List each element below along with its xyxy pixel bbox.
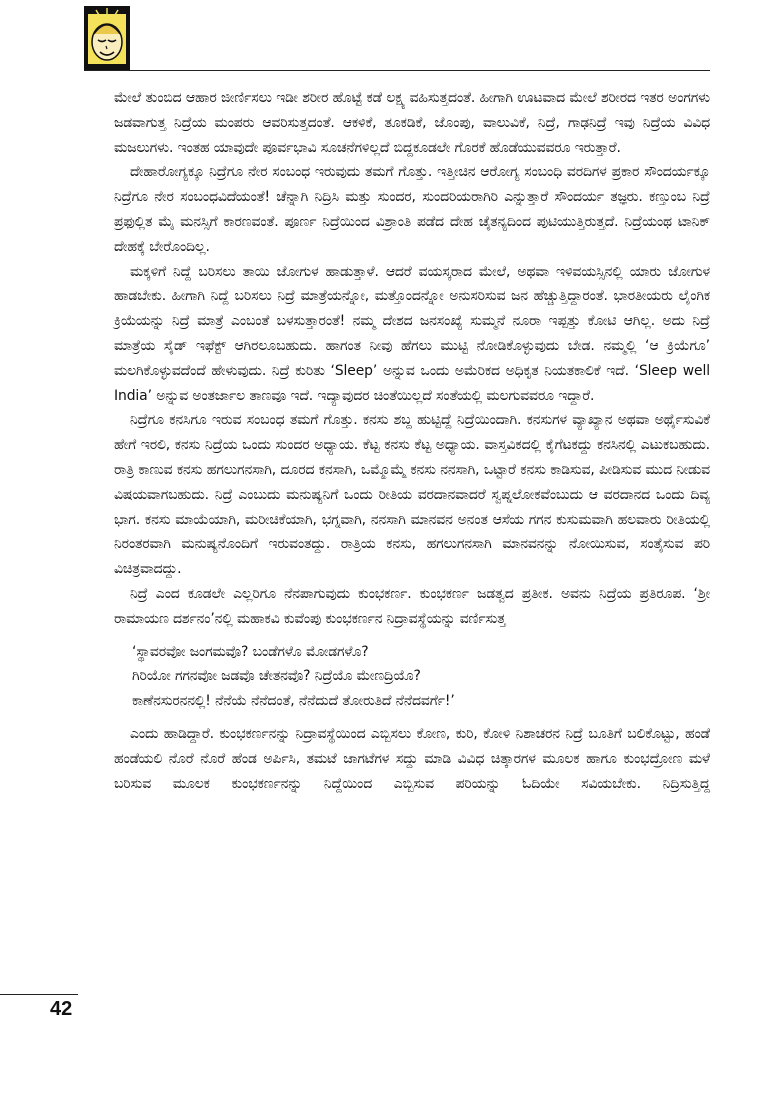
paragraph: ನಿದ್ರೆ ಎಂದ ಕೂಡಲೇ ಎಲ್ಲರಿಗೂ ನೆನಪಾಗುವುದು ಕುಂಭಕರ್ಣ. ಕುಂಭಕರ್ಣ ಜಡತ್ವದ ಪ್ರತೀಕ. ಅವನು ನಿದ್ರೆಯ ಪ್ರತಿರೂಪ. ‘ಶ್ರೀ ರಾಮಾಯಣ ದರ್ಶನಂ’ನಲ್ಲಿ ಮಹಾಕವಿ ಕುವೆಂಪು ಕುಂಭಕರ್ಣನ ನಿದ್ರಾವಸ್ಥೆಯನ್ನು ವರ್ಣಿಸುತ್ತ	[114, 585, 710, 627]
paragraph: ದೇಹಾರೋಗ್ಯಕ್ಕೂ ನಿದ್ರೆಗೂ ನೇರ ಸಂಬಂಧ ಇರುವುದು ತಮಗೆ ಗೊತ್ತು. ಇತ್ತೀಚಿನ ಆರೋಗ್ಯ ಸಂಬಂಧಿ ವರದಿಗಳ ಪ್ರಕಾರ ಸೌಂದರ್ಯಕ್ಕೂ ನಿದ್ರೆಗೂ ನೇರ ಸಂಬಂಧವಿದೆಯಂತೆ! ಚೆನ್ನಾಗಿ ನಿದ್ರಿಸಿ ಮತ್ತು ಸುಂದರ, ಸುಂದರಿಯರಾಗಿರಿ ಎನ್ನುತ್ತಾರೆ ಸೌಂದರ್ಯ ತಜ್ಞರು. ಕಣ್ತುಂಬ ನಿದ್ರೆ ಪ್ರಫುಲ್ಲಿತ ಮೈ ಮನಸ್ಸಿಗೆ ಕಾರಣವಂತೆ. ಪೂರ್ಣ ನಿದ್ರೆಯಿಂದ ವಿಶ್ರಾಂತಿ ಪಡೆದ ದೇಹ ಚೈತನ್ಯದಿಂದ ಪುಟಿಯುತ್ತಿರುತ್ತದೆ. ನಿದ್ರೆಯಂಥ ಟಾನಿಕ್ ದೇಹಕ್ಕೆ ಬೇರೊಂದಿಲ್ಲ.	[114, 164, 710, 255]
poem-line: ‘ಸ್ಥಾವರವೋ ಜಂಗಮವೊ? ಬಂಡೆಗಳೊ ಮೋಡಗಳೊ?	[132, 643, 369, 660]
poem-line: ಗಿರಿಯೋ ಗಗನವೋ ಜಡವೊ ಚೇತನವೊ? ನಿದ್ರೆಯೊ ಮೇಣದ್ರಿಯೊ?	[132, 668, 421, 685]
poem-quote	[132, 640, 710, 714]
footer-rule	[0, 994, 78, 995]
sleeping-face-logo-icon	[84, 6, 130, 70]
paragraph: ಮೇಲೆ ತುಂಬಿದ ಆಹಾರ ಜೀರ್ಣಿಸಲು ಇಡೀ ಶರೀರ ಹೊಟ್ಟೆ ಕಡೆ ಲಕ್ಷ್ಯ ವಹಿಸುತ್ತದಂತೆ. ಹೀಗಾಗಿ ಊಟವಾದ ಮೇಲೆ ಶರೀರದ ಇತರ ಅಂಗಗಳು ಜಡವಾಗುತ್ತ ನಿದ್ರೆಯ ಮಂಪರು ಆವರಿಸುತ್ತದಂತೆ. ಆಕಳಿಕೆ, ತೂಕಡಿಕೆ, ಜೊಂಪು, ವಾಲುವಿಕೆ, ನಿದ್ರೆ, ಗಾಢನಿದ್ರೆ ಇವು ನಿದ್ರೆಯ ವಿವಿಧ ಮಜಲುಗಳು. ಇಂತಹ ಯಾವುದೇ ಪೂರ್ವಭಾವಿ ಸೂಚನೆಗಳಿಲ್ಲದೆ ಬಿದ್ದಕೂಡಲೇ ಗೊರಕೆ ಹೊಡೆಯುವವರೂ ಇರುತ್ತಾರೆ.	[114, 90, 710, 156]
poem-line: ಕಾಣೆನಸುರನನಲ್ಲಿ! ನೆನೆಯೆ ನೆನೆದಂತೆ, ನೆನೆದುದೆ ತೋರುತಿದೆ ನೆನೆದವರ್ಗೆ!’	[132, 693, 455, 710]
paragraph: ನಿದ್ರೆಗೂ ಕನಸಿಗೂ ಇರುವ ಸಂಬಂಧ ತಮಗೆ ಗೊತ್ತು. ಕನಸು ಶಬ್ದ ಹುಟ್ಟಿದ್ದೆ ನಿದ್ರೆಯಿಂದಾಗಿ. ಕನಸುಗಳ ವ್ಯಾಖ್ಯಾನ ಅಥವಾ ಅರ್ಥೈಸುವಿಕೆ ಹೇಗೆ ಇರಲಿ, ಕನಸು ನಿದ್ರೆಯ ಒಂದು ಸುಂದರ ಅಧ್ಯಾಯ. ಕೆಟ್ಟ ಕನಸು ಕೆಟ್ಟ ಅಧ್ಯಾಯ. ವಾಸ್ತವಿಕದಲ್ಲಿ ಕೈಗೆಟಕದ್ದು ಕನಸಿನಲ್ಲಿ ಎಟುಕಬಹುದು. ರಾತ್ರಿ ಕಾಣುವ ಕನಸು ಹಗಲುಗನಸಾಗಿ, ದೂರದ ಕನಸಾಗಿ, ಒಮ್ಮೊಮ್ಮೆ ಕನಸು ನನಸಾಗಿ, ಒಟ್ಟಾರೆ ಕನಸು ಕಾಡಿಸುವ, ಪೀಡಿಸುವ ಮುದ ನೀಡುವ ವಿಷಯವಾಗಬಹುದು. ನಿದ್ರೆ ಎಂಬುದು ಮನುಷ್ಯನಿಗೆ ಒಂದು ರೀತಿಯ ವರದಾನವಾದರೆ ಸ್ವಪ್ನಲೋಕವೆಂಬುದು ಆ ವರದಾನದ ಒಂದು ದಿವ್ಯ ಭಾಗ. ಕನಸು ಮಾಯೆಯಾಗಿ, ಮರೀಚಿಕೆಯಾಗಿ, ಭಗ್ನವಾಗಿ, ನನಸಾಗಿ ಮಾನವನ ಅನಂತ ಆಸೆಯ ಗಗನ ಕುಸುಮವಾಗಿ ಹಲವಾರು ರೀತಿಯಲ್ಲಿ ನಿರಂತರವಾಗಿ ಮನುಷ್ಯನೊಂದಿಗೆ ಇರುವಂತದ್ದು. ರಾತ್ರಿಯ ಕನಸು, ಹಗಲುಗನಸಾಗಿ ಮಾನವನನ್ನು ನೋಯಿಸುವ, ಸಂತೈಸುವ ಪರಿ ವಿಚಿತ್ರವಾದದ್ದು.	[114, 412, 710, 578]
page-number: 42	[50, 998, 73, 1020]
paragraph: ಎಂದು ಹಾಡಿದ್ದಾರೆ. ಕುಂಭಕರ್ಣನನ್ನು ನಿದ್ರಾವಸ್ಥೆಯಿಂದ ಎಬ್ಬಿಸಲು ಕೋಣ, ಕುರಿ, ಕೋಳಿ ನಿಶಾಚರನ ನಿದ್ರೆ ಬೂತಿಗೆ ಬಲಿಕೊಟ್ಟು, ಹಂಡೆ ಹಂಡೆಯಲಿ ನೊರೆ ನೊರೆ ಹೆಂಡ ಅರ್ಪಿಸಿ, ತಮಟೆ ಜಾಗಟೆಗಳ ಸದ್ದು ಮಾಡಿ ವಿವಿಧ ಚಿತ್ಕಾರಗಳ ಮೂಲಕ ಹಾಗೂ ಕುಂಭದ್ರೋಣ ಮಳೆ ಬರಿಸುವ ಮೂಲಕ ಕುಂಭಕರ್ಣನನ್ನು ನಿದ್ದೆಯಿಂದ ಎಬ್ಬಿಸುವ ಪರಿಯನ್ನು ಓದಿಯೇ ಸವಿಯಬೇಕು. ನಿದ್ರಿಸುತ್ತಿದ್ದ	[114, 725, 710, 792]
header-rule	[84, 70, 710, 71]
body-text	[114, 86, 710, 796]
paragraph: ಮಕ್ಕಳಿಗೆ ನಿದ್ದೆ ಬರಿಸಲು ತಾಯಿ ಜೋಗುಳ ಹಾಡುತ್ತಾಳೆ. ಆದರೆ ವಯಸ್ಕರಾದ ಮೇಲೆ, ಅಥವಾ ಇಳಿವಯಸ್ಸಿನಲ್ಲಿ ಯಾರು ಜೋಗುಳ ಹಾಡಬೇಕು. ಹೀಗಾಗಿ ನಿದ್ದೆ ಬರಿಸಲು ನಿದ್ರೆ ಮಾತ್ರೆಯನ್ನೋ, ಮತ್ತೊಂದನ್ನೋ ಅನುಸರಿಸುವ ಜನ ಹೆಚ್ಚುತ್ತಿದ್ದಾರಂತೆ. ಭಾರತೀಯರು ಲೈಂಗಿಕ ಕ್ರಿಯೆಯನ್ನು ನಿದ್ರೆ ಮಾತ್ರೆ ಎಂಬಂತೆ ಬಳಸುತ್ತಾರಂತೆ! ನಮ್ಮ ದೇಶದ ಜನಸಂಖ್ಯೆ ಸುಮ್ಮನೆ ನೂರಾ ಇಪ್ಪತ್ತು ಕೋಟಿ ಆಗಿಲ್ಲ. ಅದು ನಿದ್ರೆ ಮಾತ್ರೆಯ ಸೈಡ್ ಇಫೆಕ್ಟ್ ಆಗಿರಲೂಬಹುದು. ಹಾಗಂತ ನೀವು ಹೆಗಲು ಮುಟ್ಟಿ ನೋಡಿಕೊಳ್ಳುವುದು ಬೇಡ. ನಮ್ಮಲ್ಲಿ ‘ಆ ಕ್ರಿಯೆಗೂ’ ಮಲಗಿಕೊಳ್ಳುವದೆಂದೆ ಹೇಳುವುದು. ನಿದ್ರೆ ಕುರಿತು ‘Sleep’ ಅನ್ನುವ ಒಂದು ಅಮೆರಿಕದ ಅಧಿಕೃತ ನಿಯತಕಾಲಿಕೆ ಇದೆ. ‘Sleep well India’ ಅನ್ನುವ ಅಂತರ್ಜಾಲ ತಾಣವೂ ಇದೆ. ಇದ್ಯಾವುದರ ಚಿಂತೆಯಿಲ್ಲದೆ ಸಂತೆಯಲ್ಲಿ ಮಲಗುವವರೂ ಇದ್ದಾರೆ.	[114, 263, 710, 404]
